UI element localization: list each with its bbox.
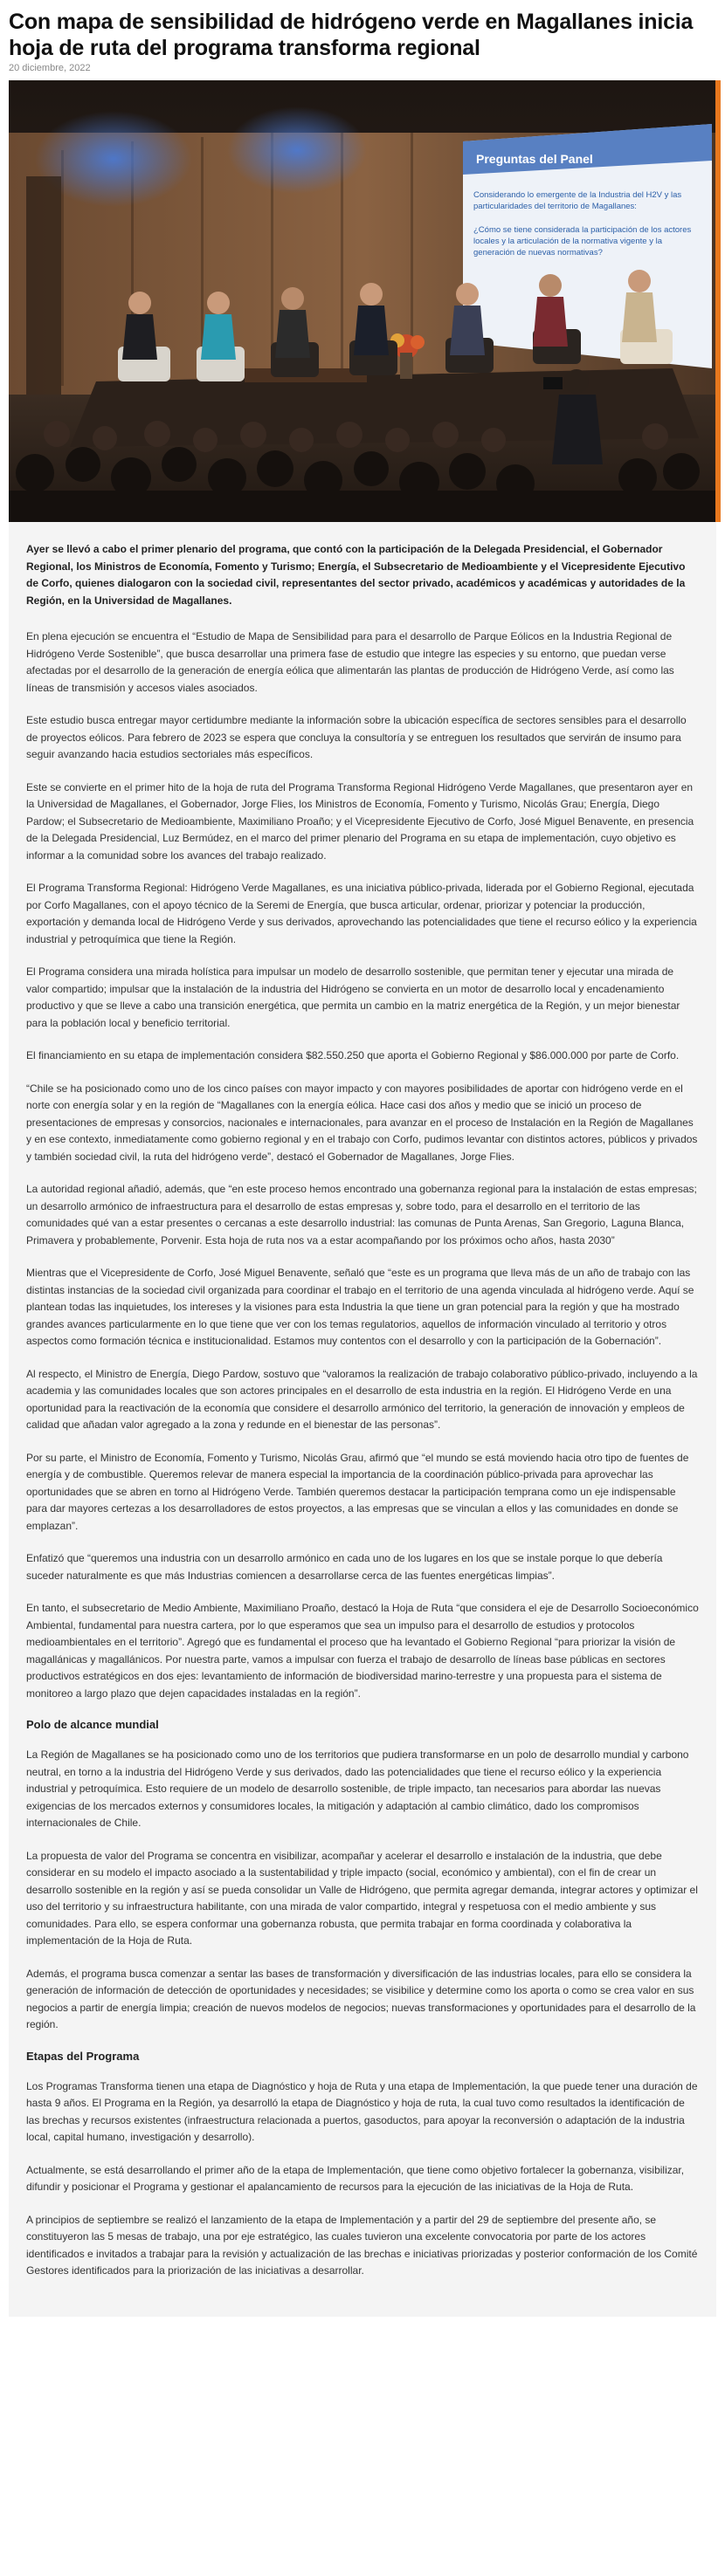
paragraph-8: La autoridad regional añadió, además, que “en este proceso hemos encontrado una gobernanza regional para la instalación de estas empresas; un desarrollo armónico de infraestructura para el desarrollo de estas empresas y, sobre todo, para el desarrollo en el territorio de las comunidades qué van a estar presentes o cercanas a este desarrollo industrial: las comunas de Punta Arenas, San Gregorio, Laguna Blanca, Primavera y probablemente, Porvenir. Esta hoja de ruta nos va a estar acompañando por los próximos ocho años, hasta 2030” [26, 1183, 697, 1247]
paragraph-4: El Programa Transforma Regional: Hidrógeno Verde Magallanes, es una iniciativa público-privada, liderada por el Gobierno Regional, ejecutada por Corfo Magallanes, con el apoyo técnico de la Seremi de Energía, que busca articular, ordenar, priorizar y potenciar la producción, exportación y demanda local de Hidrógeno Verde y sus derivados, aprovechando las potencialidades que tiene el recurso eólico y la experiencia industrial y petroquímica que tiene la Región. [26, 882, 697, 945]
paragraph-17: Los Programas Transforma tienen una etapa de Diagnóstico y hoja de Ruta y una etapa de Implementación, la que puede tener una duración de hasta 9 años. El Programa en la Región, ya desarrolló la etapa de Diagnóstico y hoja de ruta, la cual tuvo como resultados la identificación de las brechas y recursos existentes (infraestructura relacionada a puertos, gasoductos, para apoyar la reconversión o adaptación de la industria local, capital humano, investigación y desarrollo). [26, 2079, 698, 2143]
screen-title: Preguntas del Panel [476, 152, 593, 166]
projection-screen [463, 124, 712, 368]
paragraph-5: El Programa considera una mirada holística para impulsar un modelo de desarrollo sostenible, que permitan tener y ejecutar una mirada de valor compartido; impulsar que la instalación de la industria del Hidrógeno se convierta en un motor de desarrollo local y encadenamiento productivo y que se lleve a cabo una transición energética, que permita un cambio en la matriz energética de la Región, y un mejor bienestar para la población local y beneficio territorial. [26, 965, 680, 1029]
paragraph-16: Además, el programa busca comenzar a sentar las bases de transformación y diversificación de las industrias locales, para ello se considera la generación de información de detección de oportunidades y necesidades; se visibilice y determine como los aporta o como se crea valor en sus negocios a partir de energía limpia; creación de nuevos modelos de negocios; nuevas transformaciones y oportunidades para el desarrollo de la región. [26, 1967, 696, 2030]
side-door [26, 176, 61, 395]
panel-photo-illustration [9, 80, 721, 522]
section-heading-etapas: Etapas del Programa [26, 2049, 140, 2063]
paragraph-1: En plena ejecución se encuentra el “Estudio de Mapa de Sensibilidad para para el desarrollo de Parque Eólicos en la Industria Regional de Hidrógeno Verde Sostenible”, que busca desarrollar una primera fase de estudio que integre las especies y su entorno, que puedan verse afectadas por el desarrollo de la generación de energía eólica que alimentarán las plantas de producción de Hidrógeno Verde, así como las líneas de transmisión y accesos viales asociados. [26, 630, 674, 694]
article-header [0, 0, 725, 77]
screen-question-1: Considerando lo emergente de la Industria del H2V y las particularidades del territorio de Magallanes: [473, 190, 682, 211]
screen-question-2: ¿Cómo se tiene considerada la participación de los actores locales y la articulación de la normativa vigente y la generación de nuevas normativas? [473, 225, 692, 258]
photo-accent-bar [715, 80, 721, 522]
article-body [9, 522, 716, 2317]
paragraph-14: La Región de Magallanes se ha posicionado como uno de los territorios que pudiera transformarse en un polo de desarrollo mundial y carbono neutral, en torno a la industria del Hidrógeno Verde y sus derivados, dado las potencialidades que tiene el recurso eólico y la experiencia industrial y petroquímica. Esto requiere de un modelo de desarrollo sostenible, de triple impacto, tan necesarios para abordar las nuevas exigencias de los mercados externos y consumidores locales, la mitigación y adaptación al cambio climático, dado los compromisos internacionales de Chile. [26, 1748, 689, 1829]
paragraph-6: El financiamiento en su etapa de implementación considera $82.550.250 que aporta el Gobierno Regional y $86.000.000 por parte de Corfo. [26, 1049, 680, 1061]
paragraph-18: Actualmente, se está desarrollando el primer año de la etapa de Implementación, que tiene como objetivo fortalecer la gobernanza, visibilizar, difundir y posicionar el Programa y gestionar el apalancamiento de recursos para la ejecución de las iniciativas de la Hoja de Ruta. [26, 2163, 685, 2193]
paragraph-11: Por su parte, el Ministro de Economía, Fomento y Turismo, Nicolás Grau, afirmó que “el mundo se está moviendo hacia otro tipo de fuentes de energía y de combustible. Queremos relevar de manera especial la importancia de la coordinación público-privada para aprovechar las oportunidades que se abren en torno al Hidrógeno Verde. También queremos destacar la participación temprana como un eje indispensable para dar mayores certezas a los desarrolladores de estos proyectos, a las empresas que se vinculan a ellos y las comunidades en donde se emplazan”. [26, 1451, 689, 1532]
paragraph-12: Enfatizó que “queremos una industria con un desarrollo armónico en cada uno de los lugares en los que se instale porque lo que debería suceder naturalmente es que más Industrias comiencen a desarrollarse cerca de las fuentes energéticas limpias”. [26, 1552, 663, 1582]
blue-light-center [227, 106, 367, 194]
article-title: Con mapa de sensibilidad de hidrógeno verde en Magallanes inicia hoja de ruta del programa transforma regional [9, 10, 694, 60]
paragraph-10: Al respecto, el Ministro de Energía, Diego Pardow, sostuvo que “valoramos la realización de trabajo colaborativo público-privado, incluyendo a la academia y las comunidades locales que son actores principales en el desarrollo de esta industria en la región. El Hidrógeno Verde en una oportunidad para la reactivación de la economía que considere el desarrollo armónico del territorio, la generación de innovación y empleos de calidad que añadan valor agregado a la zona y redunde en el bienestar de las personas”. [26, 1367, 698, 1431]
article-lead: Ayer se llevó a cabo el primer plenario del programa, que contó con la participación de la Delegada Presidencial, el Gobernador Regional, los Ministros de Economía, Fomento y Turismo; Energía, el Subsecretario de Medioambiente y el Vicepresidente Ejecutivo de Corfo, quienes dialogaron con la sociedad civil, representantes del sector privado, académicos y académicas y autoridades de la Región, en la Universidad de Magallanes. [26, 543, 686, 607]
paragraph-2: Este estudio busca entregar mayor certidumbre mediante la información sobre la ubicación específica de sectores sensibles para el desarrollo de proyectos eólicos. Para febrero de 2023 se espera que concluya la consultoría y se entreguen los resultados que servirán de insumo para seguir avanzando hacia estudios sectoriales más específicos. [26, 714, 687, 760]
paragraph-19: A principios de septiembre se realizó el lanzamiento de la etapa de Implementación y a partir del 29 de septiembre del presente año, se constituyeron las 5 mesas de trabajo, una por eje estratégico, las cuales tuvieron una excelente convocatoria por parte de los actores identificados e invitados a trabajar para la revisión y actualización de las brechas e iniciativas priorizadas y posterior conformación de los Comité Gestores identificados para la priorización de las iniciativas a desarrollar. [26, 2213, 698, 2277]
paragraph-15: La propuesta de valor del Programa se concentra en visibilizar, acompañar y acelerar el desarrollo e instalación de la industria, que debe considerar en su modelo el impacto asociado a la sustentabilidad y triple impacto (social, económico y ambiental), con el fin de crear un desarrollo sostenible en la región y así se pueda consolidar un Valle de Hidrógeno, que permita agregar demanda, integrar actores y optimizar el uso del territorio y su infraestructura habilitante, con una mirada de valor compartido, integral y respetuosa con el medio ambiente y sus comunidades. Para ello, se espera conformar una gobernanza robusta, que permita trabajar en forma coordinada y colaborativa la implementación de la Hoja de Ruta. [26, 1849, 698, 1947]
article-photo [9, 80, 721, 522]
paragraph-13: En tanto, el subsecretario de Medio Ambiente, Maximiliano Proaño, destacó la Hoja de Ruta “que considera el eje de Desarrollo Socioeconómico Ambiental, fundamental para nuestra cartera, por lo que esperamos que sea un impulso para el desarrollo de estudios y protocolos medioambientales en el territorio”. Agregó que es fundamental el proceso que ha levantado el Gobierno Regional “para priorizar la visión de magallánicas y magallánicos. Por nuestra parte, vamos a impulsar con fuerza el trabajo de desarrollo de líneas base públicas en sectores productivos estratégicos en dos ejes: levantamiento de información de biodiversidad marino-terrestre y una propuesta para el sistema de monitoreo a largo plazo que dejen capacidades instaladas en la región”. [26, 1602, 699, 1700]
paragraph-7: “Chile se ha posicionado como uno de los cinco países con mayor impacto y con mayores posibilidades de aportar con hidrógeno verde en el norte con energía solar y en la región de “Magallanes con la energía eólica. Hace casi dos años y medio que se inició un proceso de presentaciones de empresas y consorcios, nacionales e internacionales, para avanzar en el proceso de Instalación en la Región de Magallanes y en ese contexto, inmediatamente como gobierno regional y en el trabajo con Corfo, pudimos levantar con distintos actores, públicos y privados y también sociedad civil, la ruta del hidrógeno verde”, destacó el Gobernador de Magallanes, Jorge Flies. [26, 1082, 698, 1163]
section-heading-polo: Polo de alcance mundial [26, 1718, 159, 1731]
paragraph-9: Mientras que el Vicepresidente de Corfo, José Miguel Benavente, señaló que “este es un programa que lleva más de un año de trabajo con las distintas instancias de la sociedad civil organizada para coordinar el trabajo en el territorio de una agenda vinculada al hidrógeno verde. Aquí se plantean todas las inquietudes, los intereses y la visiones para esta Industria la que tiene un gran potencial para la región y que ha mostrado grandes avances particularmente en lo que tiene que ver con los temas regulatorios, aquellos de información vinculado al territorio y otros aspectos como formación técnica e institucionalidad. Estamos muy contentos con el desarrollo y con la participación de la Gobernación”. [26, 1267, 694, 1347]
article-date: 20 diciembre, 2022 [9, 63, 91, 73]
paragraph-3: Este se convierte en el primer hito de la hoja de ruta del Programa Transforma Regional Hidrógeno Verde Magallanes, que presentaron ayer en la Universidad de Magallanes, el Gobernador, Jorge Flies, los Ministros de Economía, Fomento y Turismo, Nicolás Grau; Energía, Diego Pardow; el Subsecretario de Medioambiente, Maximiliano Proaño; y el Vicepresidente Ejecutivo de Corfo, José Miguel Benavente, en presencia de la Delegada Presidencial, Luz Bermúdez, en el marco del primer plenario del Programa en su etapa de implementación, cuyo objetivo es informar a la comunidad sobre los avances del trabajo realizado. [26, 780, 694, 862]
